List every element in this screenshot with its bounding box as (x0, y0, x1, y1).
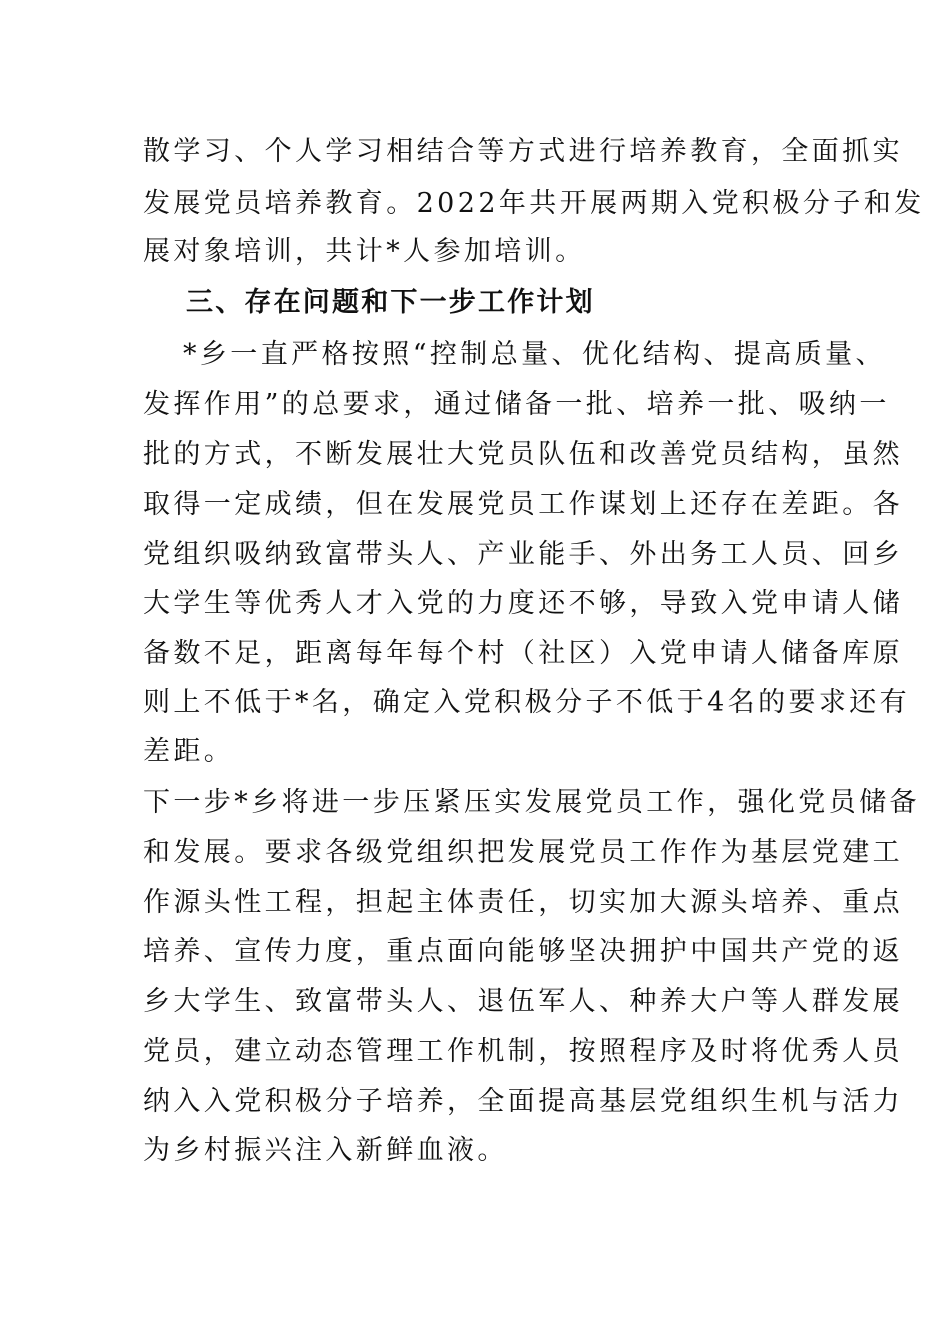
body-text-line: 和发展。要求各级党组织把发展党员工作作为基层党建工 (143, 837, 903, 868)
body-text-line: 培养、宣传力度，重点面向能够坚决拥护中国共产党的返 (143, 936, 903, 967)
body-text-line: 发展党员培养教育。2022年共开展两期入党积极分子和发 (143, 188, 925, 219)
body-text-line: 差距。 (143, 736, 235, 767)
body-text-line: 取得一定成绩，但在发展党员工作谋划上还存在差距。各 (143, 489, 903, 520)
body-text-line: 乡大学生、致富带头人、退伍军人、种养大户等人群发展 (143, 986, 903, 1017)
body-text-line: *乡一直严格按照“控制总量、优化结构、提高质量、 (183, 339, 886, 370)
body-text-line: 下一步*乡将进一步压紧压实发展党员工作，强化党员储备 (143, 787, 920, 818)
body-text-line: 发挥作用”的总要求，通过储备一批、培养一批、吸纳一 (143, 389, 890, 420)
body-text-line: 批的方式，不断发展壮大党员队伍和改善党员结构，虽然 (143, 439, 903, 470)
body-text-line: 展对象培训，共计*人参加培训。 (143, 236, 586, 267)
body-text-line: 党员，建立动态管理工作机制，按照程序及时将优秀人员 (143, 1036, 903, 1067)
body-text-line: 纳入入党积极分子培养，全面提高基层党组织生机与活力 (143, 1086, 903, 1117)
body-text-line: 作源头性工程，担起主体责任，切实加大源头培养、重点 (143, 887, 903, 918)
body-text-line: 党组织吸纳致富带头人、产业能手、外出务工人员、回乡 (143, 539, 903, 570)
body-text-line: 备数不足，距离每年每个村（社区）入党申请人储备库原 (143, 638, 903, 669)
body-text-line: 则上不低于*名，确定入党积极分子不低于4名的要求还有 (143, 687, 911, 718)
body-text-line: 散学习、个人学习相结合等方式进行培养教育，全面抓实 (143, 136, 903, 167)
body-text-line: 大学生等优秀人才入党的力度还不够，导致入党申请人储 (143, 588, 903, 619)
body-text-line: 为乡村振兴注入新鲜血液。 (143, 1135, 508, 1166)
section-heading: 三、存在问题和下一步工作计划 (186, 287, 595, 318)
